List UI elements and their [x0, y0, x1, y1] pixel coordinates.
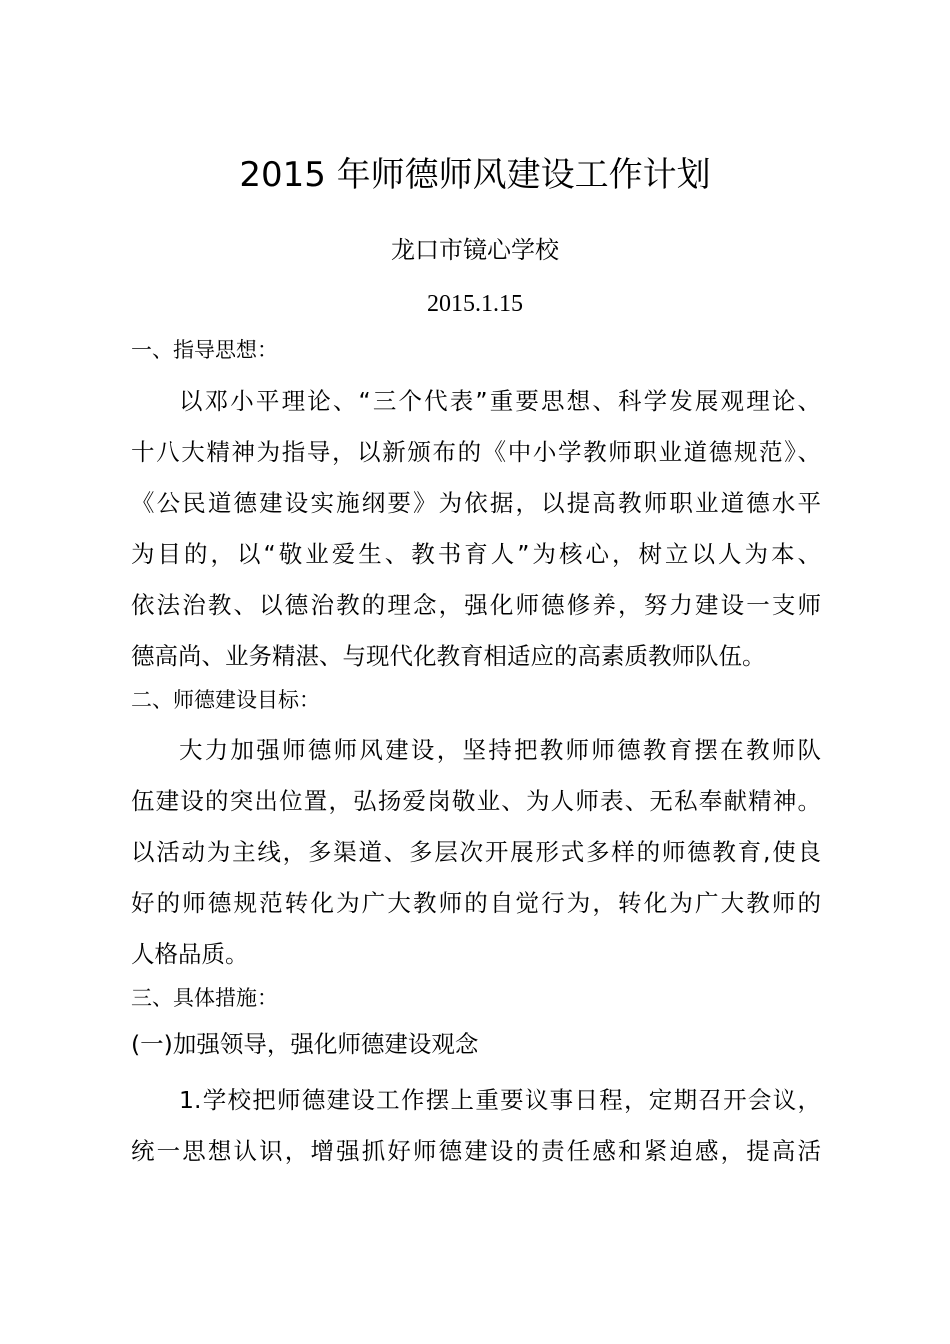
- paragraph-line: 伍建设的突出位置，弘扬爱岗敬业、为人师表、无私奉献精神。: [131, 787, 821, 815]
- paragraph-line: 好的师德规范转化为广大教师的自觉行为，转化为广大教师的: [131, 889, 821, 917]
- subsection-heading-leadership: (一)加强领导，强化师德建设观念: [131, 1030, 479, 1058]
- school-name: 龙口市镜心学校: [391, 236, 559, 264]
- paragraph-line: 以活动为主线，多渠道、多层次开展形式多样的师德教育,使良: [131, 838, 821, 866]
- paragraph-line: 《公民道德建设实施纲要》为依据，以提高教师职业道德水平: [131, 489, 821, 517]
- paragraph-line: 德高尚、业务精湛、与现代化教育相适应的高素质教师队伍。: [131, 642, 766, 670]
- paragraph-line: 统一思想认识，增强抓好师德建设的责任感和紧迫感，提高活: [131, 1137, 821, 1165]
- section-heading-goals: 二、师德建设目标：: [131, 688, 320, 712]
- section-heading-guiding-thought: 一、指导思想：: [131, 338, 278, 362]
- paragraph-line: 依法治教、以德治教的理念，强化师德修养，努力建设一支师: [131, 591, 821, 619]
- paragraph-line: 以邓小平理论、“三个代表”重要思想、科学发展观理论、: [179, 387, 821, 415]
- document-title: 2015 年师德师风建设工作计划: [239, 155, 711, 195]
- paragraph-line: 为目的，以“敬业爱生、教书育人”为核心，树立以人为本、: [131, 540, 821, 568]
- section-heading-measures: 三、具体措施：: [131, 986, 278, 1010]
- document-date: 2015.1.15: [427, 291, 523, 317]
- section-paragraph-measures: [131, 1075, 821, 1177]
- paragraph-line: 1.学校把师德建设工作摆上重要议事日程，定期召开会议，: [179, 1086, 821, 1114]
- paragraph-line: 大力加强师德师风建设，坚持把教师师德教育摆在教师队: [179, 736, 821, 764]
- section-paragraph-guiding-thought: [131, 376, 821, 682]
- section-paragraph-goals: [131, 725, 821, 980]
- paragraph-line: 人格品质。: [131, 940, 249, 968]
- paragraph-line: 十八大精神为指导，以新颁布的《中小学教师职业道德规范》、: [131, 438, 821, 466]
